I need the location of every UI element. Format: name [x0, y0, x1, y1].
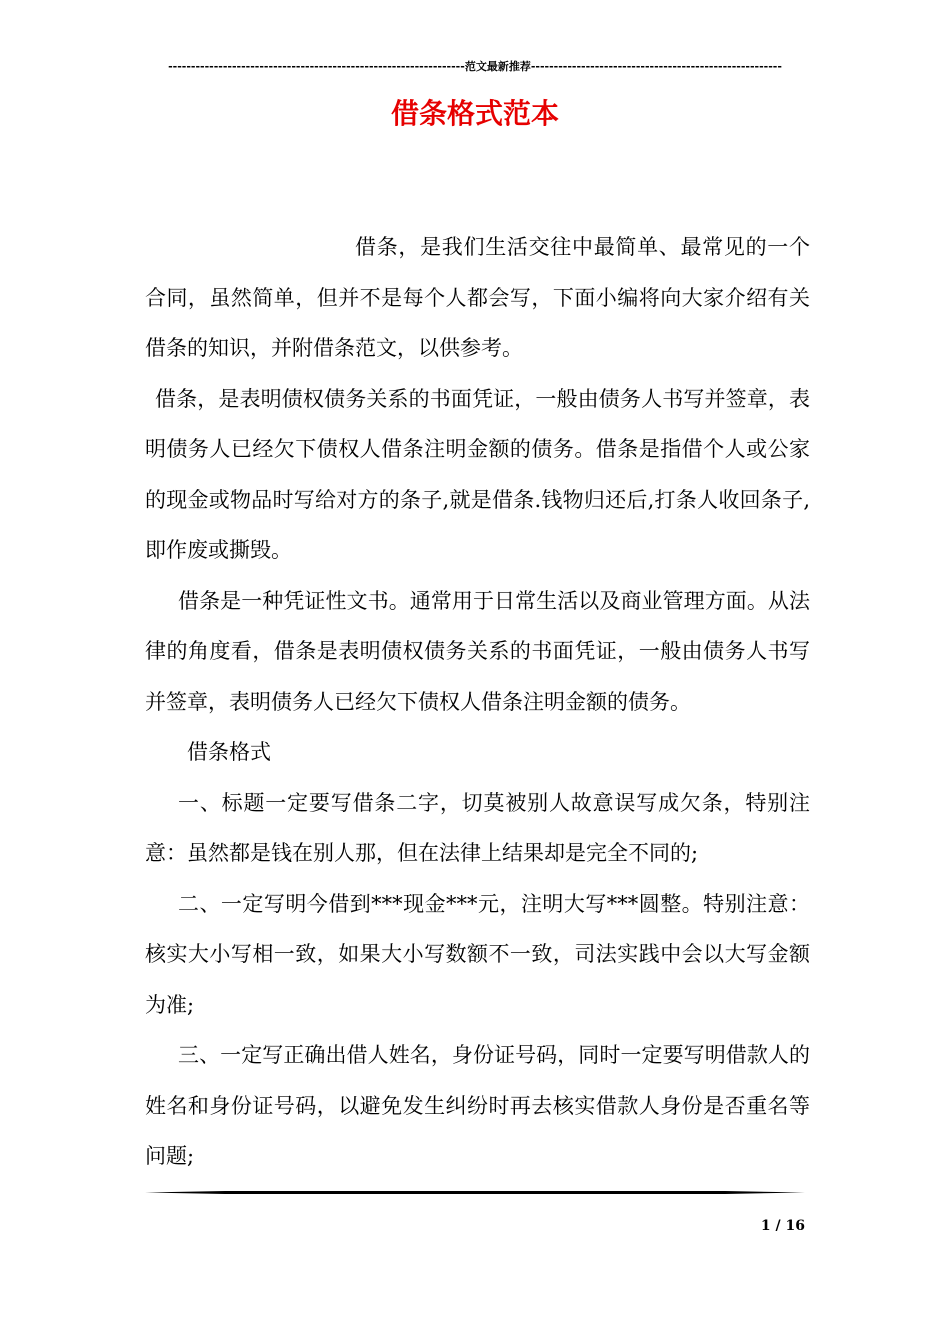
- document-title: 借条格式范本: [390, 97, 559, 130]
- paragraph-intro: 借条，是我们生活交往中最简单、最常见的一个合同，虽然简单，但并不是每个人都会写，下面小编将向大家介绍有关借条的知识，并附借条范文，以供参考。: [145, 235, 810, 360]
- header-dashes-left: -----------------------------------------------------------------: [168, 60, 465, 73]
- header-label: 范文最新推荐: [464, 60, 531, 73]
- paragraph-legal-view: 借条是一种凭证性文书。通常用于日常生活以及商业管理方面。从法律的角度看，借条是表明债权债务关系的书面凭证，一般由债务人书写并签章，表明债务人已经欠下债权人借条注明金额的债务。: [145, 588, 810, 714]
- page-separator: /: [770, 1218, 786, 1234]
- document-body: [145, 222, 810, 1182]
- page-header: [145, 58, 805, 74]
- header-dashes-right: -------------------------------------------------------: [530, 60, 782, 73]
- paragraph-item-3: 三、一定写正确出借人姓名，身份证号码，同时一定要写明借款人的姓名和身份证号码，以避免发生纠纷时再去核实借款人身份是否重名等问题;: [145, 1043, 810, 1168]
- footer-rule: [145, 1190, 805, 1195]
- paragraph-item-2: 二、一定写明今借到***现金***元，注明大写***圆整。特别注意：核实大小写相一致，如果大小写数额不一致，司法实践中会以大写金额为准;: [145, 891, 810, 1017]
- page-number: [700, 1218, 805, 1234]
- page-current: 1: [760, 1218, 771, 1234]
- page-total: 16: [785, 1218, 805, 1234]
- section-heading-format: 借条格式: [187, 740, 271, 764]
- paragraph-item-1: 一、标题一定要写借条二字，切莫被别人故意误写成欠条，特别注意：虽然都是钱在别人那，但在法律上结果却是完全不同的;: [145, 790, 810, 865]
- paragraph-definition: 借条，是表明债权债务关系的书面凭证，一般由债务人书写并签章，表明债务人已经欠下债权人借条注明金额的债务。借条是指借个人或公家的现金或物品时写给对方的条子,就是借条.钱物归还后,打条人收回条子,即作废或撕毁。: [145, 386, 810, 562]
